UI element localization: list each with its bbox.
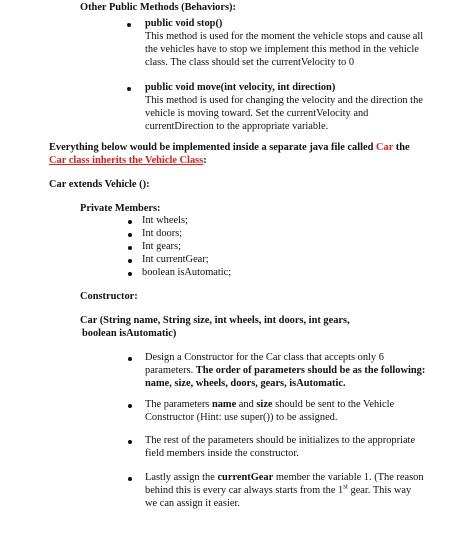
stop-desc-line: the vehicles have to stop we implement this method in the vehicle	[145, 44, 419, 55]
bullet-icon	[128, 440, 132, 444]
b4-line: behind this is every car always starts from the 1st gear. This way	[145, 482, 412, 496]
b3-line: field members inside the constructor.	[145, 448, 299, 459]
member-item: Int doors;	[142, 228, 183, 239]
member-item: Int wheels;	[142, 215, 188, 226]
member-item: Int gears;	[142, 241, 181, 252]
b4-line: Lastly assign the currentGear member the variable 1. (The reason	[145, 472, 424, 483]
b4-line: we can assign it easier.	[145, 498, 240, 509]
bullet-icon	[127, 87, 131, 91]
private-members-heading: Private Members:	[80, 203, 161, 214]
move-method-signature: public void move(int velocity, int direction)	[145, 82, 336, 93]
member-item: boolean isAutomatic;	[142, 267, 232, 278]
move-desc-line: vehicle is moving toward. Set the currentVelocity and	[145, 108, 369, 119]
bullet-icon	[128, 259, 132, 263]
b3-line: The rest of the parameters should be initializes to the appropriate	[145, 435, 416, 446]
member-item: Int currentGear;	[142, 254, 209, 265]
bullet-icon	[127, 23, 131, 27]
bullet-icon	[128, 272, 132, 276]
class-declaration: Car extends Vehicle ():	[49, 179, 150, 190]
bullet-icon	[128, 246, 132, 250]
move-desc-line: currentDirection to the appropriate variable.	[145, 121, 329, 132]
inheritance-notice-line2: Car class inherits the Vehicle Class:	[49, 155, 207, 166]
b1-line: parameters. The order of parameters should be as the following:	[145, 365, 426, 376]
constructor-signature-line2: boolean isAutomatic)	[82, 328, 177, 339]
stop-desc-line: This method is used for the moment the vehicle stops and cause all	[145, 31, 424, 42]
b2-line: The parameters name and size should be sent to the Vehicle	[145, 399, 395, 410]
b2-line: Constructor (Hint: use super()) to be assigned.	[145, 412, 338, 423]
bullet-icon	[128, 233, 132, 237]
move-desc-line: This method is used for changing the velocity and the direction the	[145, 95, 423, 106]
bullet-icon	[128, 477, 132, 481]
inheritance-notice: Everything below would be implemented inside a separate java file called Car the	[49, 142, 410, 153]
bullet-icon	[128, 357, 132, 361]
stop-method-signature: public void stop()	[145, 18, 223, 29]
stop-desc-line: class. The class should set the currentVelocity to 0	[145, 57, 355, 68]
constructor-signature: Car (String name, String size, int wheels, int doors, int gears,	[80, 315, 350, 326]
bullet-icon	[128, 220, 132, 224]
b1-line: name, size, wheels, doors, gears, isAutomatic.	[145, 378, 346, 389]
car-inherits-vehicle-text: Car class inherits the Vehicle Class	[49, 155, 204, 166]
constructor-heading: Constructor:	[80, 291, 138, 302]
bullet-icon	[128, 404, 132, 408]
car-filename: Car	[376, 142, 394, 153]
public-methods-heading: Other Public Methods (Behaviors):	[80, 2, 236, 13]
b1-line: Design a Constructor for the Car class that accepts only 6	[145, 352, 384, 363]
